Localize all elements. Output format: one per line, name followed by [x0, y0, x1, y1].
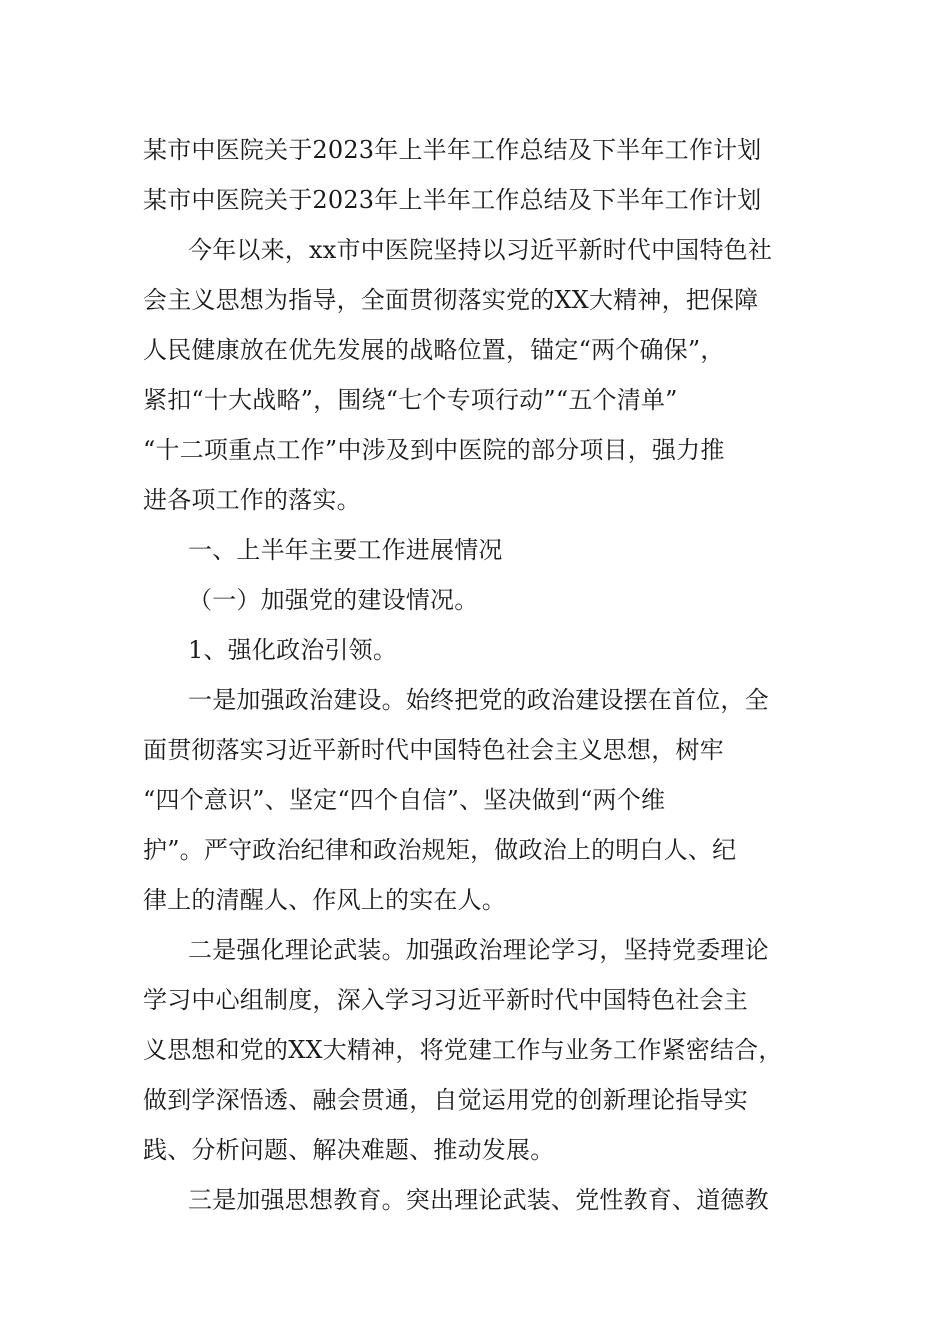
- paragraph-line: 一是加强政治建设。始终把党的政治建设摆在首位，全: [188, 686, 769, 714]
- section-heading: 一、上半年主要工作进展情况: [188, 536, 503, 564]
- paragraph-line: “十二项重点工作”中涉及到中医院的部分项目，强力推: [143, 436, 725, 464]
- paragraph-line: 面贯彻落实习近平新时代中国特色社会主义思想，树牢: [143, 736, 724, 764]
- paragraph-line: 践、分析问题、解决难题、推动发展。: [143, 1136, 555, 1164]
- paragraph-line: 学习中心组制度，深入学习习近平新时代中国特色社会主: [143, 986, 748, 1014]
- paragraph-line: 会主义思想为指导，全面贯彻落实党的XX大精神，把保障: [143, 286, 759, 314]
- item-heading: 1、强化政治引领。: [188, 636, 398, 664]
- paragraph-line: 做到学深悟透、融会贯通，自觉运用党的创新理论指导实: [143, 1086, 748, 1114]
- paragraph-line: 紧扣“十大战略”，围绕“七个专项行动”“五个清单”: [143, 386, 678, 414]
- paragraph-line: 律上的清醒人、作风上的实在人。: [143, 886, 506, 914]
- paragraph-line: 今年以来，xx市中医院坚持以习近平新时代中国特色社: [188, 236, 773, 264]
- paragraph-line: 三是加强思想教育。突出理论武装、党性教育、道德教: [188, 1186, 769, 1214]
- paragraph-line: 护”。严守政治纪律和政治规矩，做政治上的明白人、纪: [143, 836, 737, 864]
- subsection-heading: （一）加强党的建设情况。: [188, 586, 479, 614]
- document-title-line-2: 某市中医院关于2023年上半年工作总结及下半年工作计划: [143, 186, 762, 214]
- document-title-line-1: 某市中医院关于2023年上半年工作总结及下半年工作计划: [143, 136, 762, 164]
- paragraph-line: “四个意识”、坚定“四个自信”、坚决做到“两个维: [143, 786, 666, 814]
- paragraph-line: 进各项工作的落实。: [143, 486, 361, 514]
- paragraph-line: 人民健康放在优先发展的战略位置，锚定“两个确保”，: [143, 336, 725, 364]
- paragraph-line: 二是强化理论武装。加强政治理论学习，坚持党委理论: [188, 936, 769, 964]
- paragraph-line: 义思想和党的XX大精神，将党建工作与业务工作紧密结合，: [143, 1036, 783, 1064]
